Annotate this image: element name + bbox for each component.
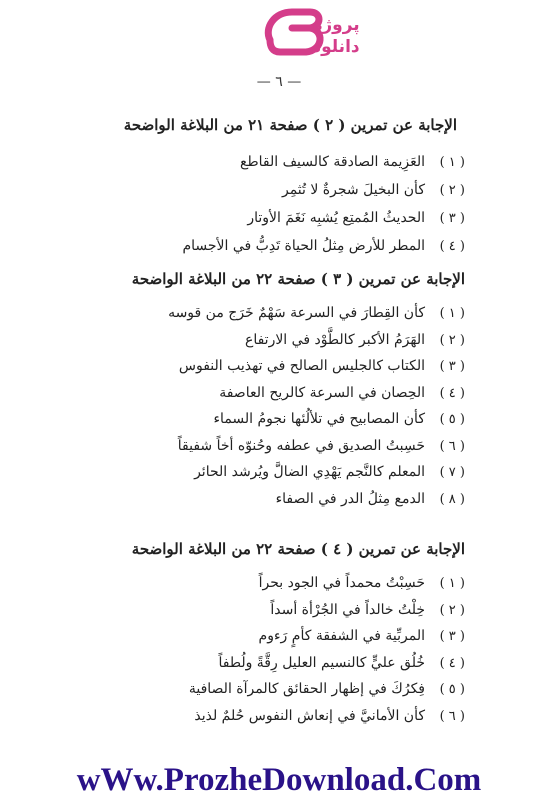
item-text: كأن الأمانيَّ في إنعاش النفوس حُلمٌ لذيذ [194, 707, 425, 724]
item-number: ( ٢ ) [439, 602, 465, 618]
logo-graphic [262, 6, 370, 62]
section-title: الإجابة عن تمرين ( ٣ ) صفحة ٢٢ من البلاغة الواضحة [131, 270, 465, 288]
item-number: ( ٥ ) [439, 412, 465, 427]
item-text: الحِصان في السرعة كالريح العاصفة [219, 384, 425, 401]
item-number: ( ٦ ) [439, 708, 465, 724]
section-title: الإجابة عن تمرين ( ٤ ) صفحة ٢٢ من البلاغة الواضحة [131, 540, 465, 558]
item-number: ( ٣ ) [439, 629, 465, 644]
item-text: كأن القِطارَ في السرعة سَهْمٌ خَرَج من قوسه [168, 305, 425, 321]
exercise-3-answers [100, 270, 465, 517]
list-item [100, 305, 465, 332]
item-text: كأن المصابيح في تلألُئها نجومُ السماء [213, 411, 425, 427]
item-number: ( ٢ ) [439, 332, 465, 348]
item-number: ( ٣ ) [439, 211, 465, 226]
list-item [100, 655, 465, 682]
item-number: ( ١ ) [439, 306, 465, 321]
list-item [100, 708, 465, 735]
item-text: العَزِيمة الصادقة كالسيف القاطع [240, 154, 425, 170]
logo-line-1: پروژه [312, 15, 360, 35]
list-item [100, 154, 465, 182]
item-number: ( ٣ ) [439, 359, 465, 374]
item-number: ( ٦ ) [439, 438, 465, 454]
exercise-2-answers [100, 116, 465, 266]
item-number: ( ٨ ) [439, 491, 465, 507]
list-item [100, 491, 465, 518]
item-text: خُلُق عليٍّ كالنسيم العليل رِقَّةً ولُطفاً [218, 654, 425, 671]
item-number: ( ٤ ) [439, 239, 465, 254]
item-number: ( ٥ ) [439, 682, 465, 697]
item-text: حَسِبْتُ محمداً في الجود بحراً [258, 575, 425, 591]
item-text: خِلْتُ خالداً في الجُرْأة أسداً [270, 601, 425, 618]
list-item [100, 385, 465, 412]
section-title: الإجابة عن تمرين ( ٢ ) صفحة ٢١ من البلاغة الواضحة [123, 116, 457, 134]
watermark-footer: wWw.ProzheDownload.Com [76, 762, 482, 798]
list-item [100, 210, 465, 238]
list-item [100, 332, 465, 359]
item-number: ( ١ ) [439, 576, 465, 591]
logo-line-2: دانلود [312, 37, 360, 57]
list-item [100, 438, 465, 465]
item-number: ( ٧ ) [439, 465, 465, 480]
exercise-4-answers [100, 540, 465, 734]
item-text: فِكرُكَ في إظهار الحقائق كالمرآة الصافية [188, 681, 425, 697]
list-item [100, 358, 465, 385]
list-item [100, 464, 465, 491]
list-item [100, 628, 465, 655]
item-number: ( ٤ ) [439, 385, 465, 401]
item-number: ( ٢ ) [439, 183, 465, 198]
list-item [100, 681, 465, 708]
item-text: المربِّية في الشفقة كأمٍ رَءوم [258, 628, 425, 644]
list-item [100, 238, 465, 266]
item-text: حَسِبتُ الصديق في عطفه وحُنوّه أخاً شفيقاً [177, 437, 425, 454]
site-logo [262, 6, 370, 62]
list-item [100, 182, 465, 210]
list-item [100, 602, 465, 629]
item-text: الحديثُ المُمتِع يُشبِه نَغَمَ الأوتار [247, 210, 425, 226]
item-text: الدمع مِثلُ الدر في الصفاء [275, 490, 425, 507]
list-item [100, 411, 465, 438]
list-item [100, 575, 465, 602]
item-number: ( ٤ ) [439, 655, 465, 671]
item-number: ( ١ ) [439, 155, 465, 170]
item-text: المطر للأرض مِثلُ الحياة تَدِبُّ في الأجسام [182, 238, 425, 254]
item-text: المعلم كالنَّجم يَهْدِي الضالَّ ويُرشد الحائر [194, 464, 425, 480]
page-number: — ٦ — [256, 74, 302, 90]
item-text: كأن البخيلَ شجرةٌ لا تُثمِر [281, 182, 425, 198]
item-text: الهَرَمُ الأكبر كالطَّوْد في الارتفاع [244, 331, 425, 348]
item-text: الكتاب كالجليس الصالح في تهذيب النفوس [178, 358, 425, 374]
